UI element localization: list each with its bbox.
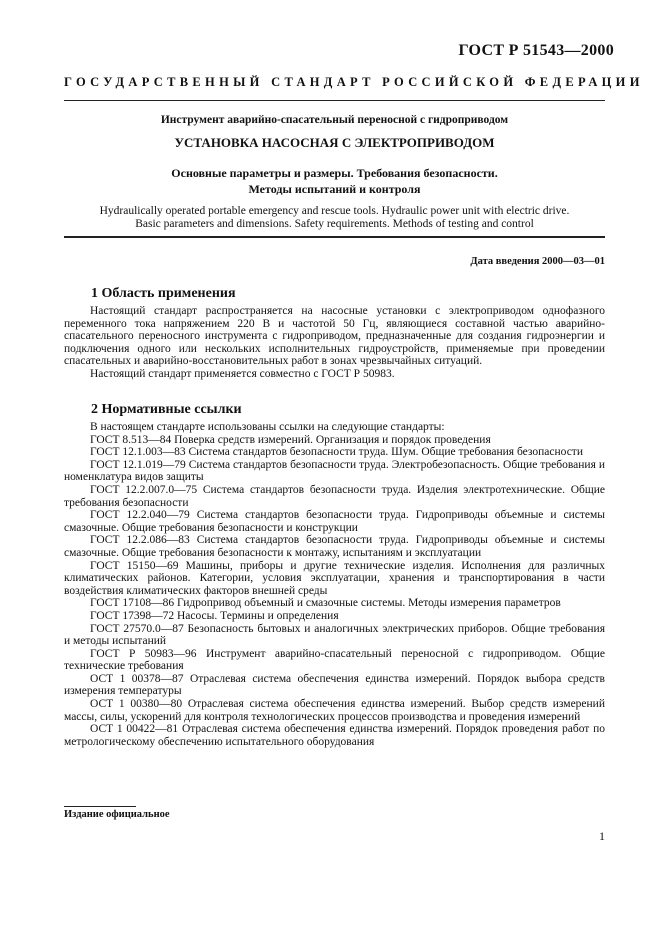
title-divider: [64, 236, 605, 238]
reference-item: ГОСТ 15150—69 Машины, приборы и другие технические изделия. Исполнения для различных климатических районов. Категории, условия эксплуатации, хранения и транспортирования в части воздействия климатических факторов внешней среды: [64, 559, 605, 597]
edition-divider: [64, 806, 136, 807]
section-2-heading: 2 Нормативные ссылки: [91, 402, 242, 417]
reference-item: ОСТ 1 00422—81 Отраслевая система обеспечения единства измерений. Порядок проведения работ по метрологическому обеспечению испытательного оборудования: [64, 723, 605, 748]
english-title: [64, 205, 605, 231]
reference-intro: В настоящем стандарте использованы ссылки на следующие стандарты:: [90, 421, 445, 433]
reference-item: ГОСТ 8.513—84 Поверка средств измерений. Организация и порядок проведения: [90, 433, 491, 446]
title-subtitle: [64, 165, 605, 197]
reference-item: ГОСТ 12.2.086—83 Система стандартов безопасности труда. Гидроприводы объемные и системы смазочные. Общие требования безопасности к монтажу, испытаниям и эксплуатации: [64, 534, 605, 559]
reference-item: ГОСТ 12.2.040—79 Система стандартов безопасности труда. Гидроприводы объемные и системы смазочные. Общие требования безопасности и конструкции: [64, 509, 605, 534]
section-1-body: [64, 305, 605, 381]
reference-item: ГОСТ Р 50983—96 Инструмент аварийно-спасательный переносной с гидроприводом. Общие технические требования: [64, 647, 605, 673]
edition-label: Издание официальное: [64, 809, 170, 820]
english-title-line-a: Hydraulically operated portable emergency and rescue tools. Hydraulic power unit with electric drive.: [99, 205, 570, 217]
subtitle-line-a: Основные параметры и размеры. Требования безопасности.: [171, 166, 498, 180]
reference-item: ГОСТ 17398—72 Насосы. Термины и определения: [90, 609, 339, 622]
reference-item: ГОСТ 12.2.007.0—75 Система стандартов безопасности труда. Изделия электротехнические. Общие требования безопасности: [64, 483, 605, 509]
reference-item: ГОСТ 17108—86 Гидропривод объемный и смазочные системы. Методы измерения параметров: [90, 597, 561, 610]
page-number: 1: [599, 829, 605, 843]
title-main: УСТАНОВКА НАСОСНАЯ С ЭЛЕКТРОПРИВОДОМ: [174, 135, 495, 150]
introduction-date: Дата введения 2000—03—01: [470, 256, 605, 267]
section-1-heading: 1 Область применения: [91, 286, 236, 301]
title-line-1: Инструмент аварийно-спасательный переносной с гидроприводом: [160, 114, 509, 126]
state-standard-banner: ГОСУДАРСТВЕННЫЙ СТАНДАРТ РОССИЙСКОЙ ФЕДЕРАЦИИ: [64, 75, 644, 89]
top-divider: [64, 100, 605, 101]
reference-item: ГОСТ 12.1.019—79 Система стандартов безопасности труда. Электробезопасность. Общие требования и номенклатура видов защиты: [64, 458, 605, 484]
paragraph: Настоящий стандарт применяется совместно с ГОСТ Р 50983.: [90, 367, 395, 380]
reference-item: ГОСТ 27570.0—87 Безопасность бытовых и аналогичных электрических приборов. Общие требования и методы испытаний: [64, 622, 605, 648]
reference-item: ОСТ 1 00380—80 Отраслевая система обеспечения единства измерений. Выбор средств измерений массы, силы, ускорений для контроля технологических процессов производства и проведения измерений: [64, 698, 605, 723]
english-title-line-b: Basic parameters and dimensions. Safety requirements. Methods of testing and control: [135, 218, 534, 230]
document-code: ГОСТ Р 51543—2000: [458, 42, 614, 59]
paragraph: Настоящий стандарт распространяется на насосные установки с электроприводом однофазного переменного тока напряжением 220 В и частотой 50 Гц, являющиеся составной частью аварийно-спасательного переносного инструмента с гидроприводом, предназначенные для создания гидроэнергии и подключения одного или нескольких исполнительных гидроустройств, применяемые при проведении спасательных и аварийно-восстановительных работ в зонах чрезвычайных ситуаций.: [64, 305, 605, 368]
reference-item: ГОСТ 12.1.003—83 Система стандартов безопасности труда. Шум. Общие требования безопасности: [90, 446, 583, 459]
subtitle-line-b: Методы испытаний и контроля: [248, 182, 421, 196]
section-2-body: [64, 421, 605, 748]
reference-item: ОСТ 1 00378—87 Отраслевая система обеспечения единства измерений. Порядок выбора средств измерения температуры: [64, 672, 605, 698]
